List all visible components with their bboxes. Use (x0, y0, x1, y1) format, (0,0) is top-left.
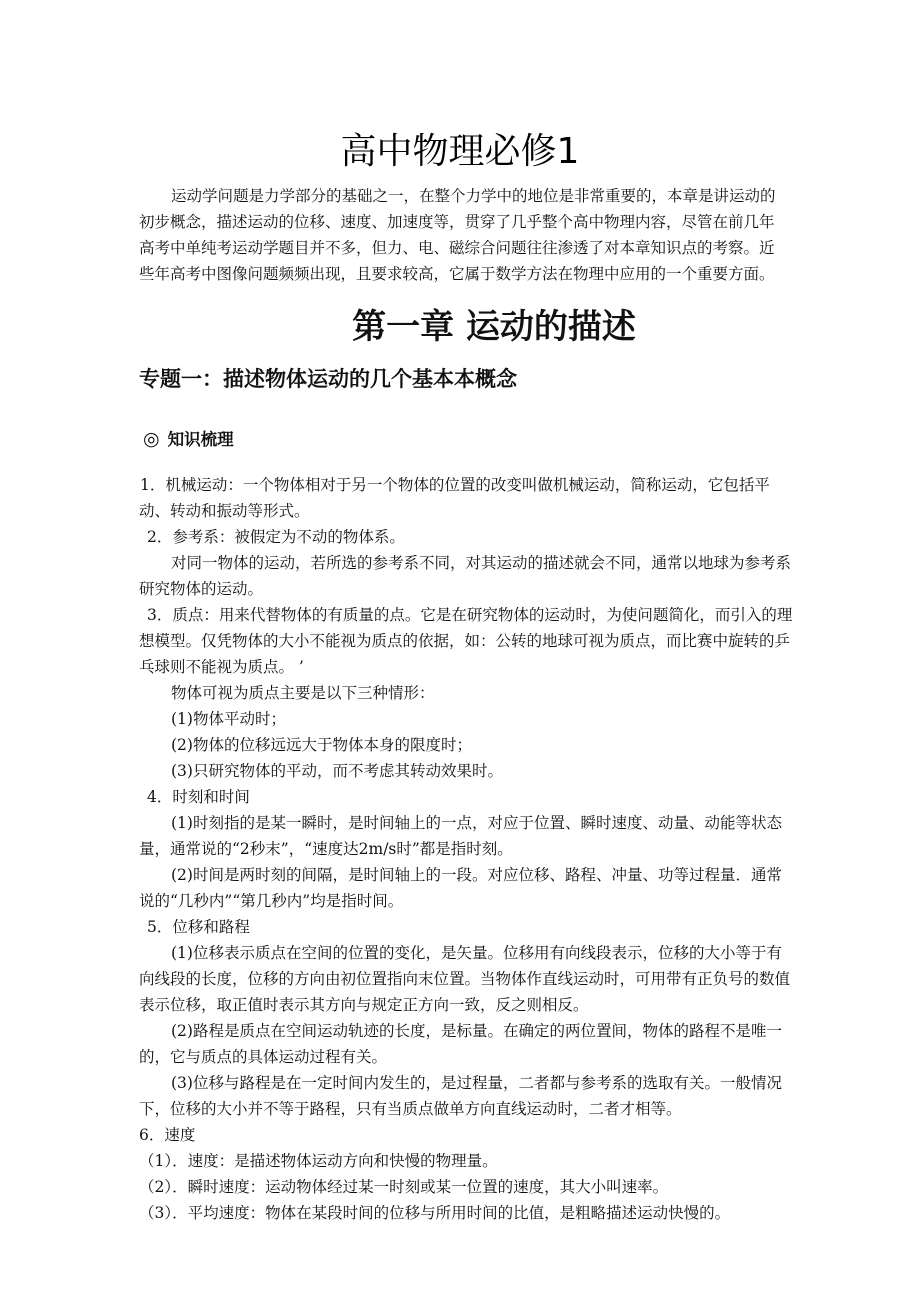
particle-case-1: (1)物体平动时； (171, 710, 286, 728)
item-mechanical-motion: 1．机械运动：一个物体相对于另一个物体的位置的改变叫做机械运动，简称运动，它包括平动、转动和振动等形式。 (139, 476, 770, 520)
time-instant: (1)时刻指的是某一瞬时，是时间轴上的一点，对应于位置、瞬时速度、动量、动能等状态量，通常说的“2秒末”，“速度达2m/s时”都是指时刻。 (139, 814, 782, 858)
content-body (139, 472, 795, 1226)
item-particle: 3．质点：用来代替物体的有质量的点。它是在研究物体的运动时，为使问题简化，而引入的理想模型。仅凭物体的大小不能视为质点的依据，如：公转的地球可视为质点，而比赛中旋转的乒乓球则不能视为质点。 ’ (139, 606, 793, 676)
double-circle-icon: ◎ (143, 428, 160, 450)
item-displacement-heading: 5．位移和路程 (147, 918, 250, 936)
particle-case-2: (2)物体的位移远远大于物体本身的限度时； (171, 736, 472, 754)
displacement-def: (1)位移表示质点在空间的位置的变化，是矢量。位移用有向线段表示，位移的大小等于有向线段的长度，位移的方向由初位置指向末位置。当物体作直线运动时，可用带有正负号的数值表示位移，取正值时表示其方向与规定正方向一致，反之则相反。 (139, 944, 791, 1014)
topic-heading: 专题一：描述物体运动的几个基本本概念 (139, 367, 517, 391)
instant-velocity-def: （2）．瞬时速度：运动物体经过某一时刻或某一位置的速度，其大小叫速率。 (139, 1178, 669, 1196)
section-label: 知识梳理 (167, 430, 234, 449)
document-title: 高中物理必修1 (340, 131, 580, 172)
average-velocity-def: （3）．平均速度：物体在某段时间的位移与所用时间的比值，是粗略描述运动快慢的。 (139, 1204, 731, 1222)
item-reference-frame: 2．参考系：被假定为不动的物体系。 (147, 528, 405, 546)
displacement-vs-distance: (3)位移与路程是在一定时间内发生的，是过程量，二者都与参考系的选取有关。一般情况下，位移的大小并不等于路程，只有当质点做单方向直线运动时，二者才相等。 (139, 1074, 782, 1118)
velocity-def: （1）．速度：是描述物体运动方向和快慢的物理量。 (139, 1152, 498, 1170)
chapter-heading: 第一章 运动的描述 (352, 307, 636, 347)
item-velocity-heading: 6．速度 (139, 1126, 196, 1144)
item-time-heading: 4．时刻和时间 (147, 788, 250, 806)
time-interval: (2)时间是两时刻的间隔，是时间轴上的一段。对应位移、路程、冲量、功等过程量．通常说的“几秒内”“第几秒内”均是指时间。 (139, 866, 782, 910)
particle-case-3: (3)只研究物体的平动，而不考虑其转动效果时。 (171, 762, 503, 780)
distance-def: (2)路程是质点在空间运动轨迹的长度，是标量。在确定的两位置间，物体的路程不是唯一的，它与质点的具体运动过程有关。 (139, 1022, 782, 1066)
intro-paragraph: 运动学问题是力学部分的基础之一，在整个力学中的地位是非常重要的，本章是讲运动的初步概念，描述运动的位移、速度、加速度等，贯穿了几乎整个高中物理内容，尽管在前几年高考中单纯考运动学题目并不多，但力、电、磁综合问题往往渗透了对本章知识点的考察。近些年高考中图像问题频频出现，且要求较高，它属于数学方法在物理中应用的一个重要方面。 (139, 187, 776, 283)
section-heading (143, 424, 234, 455)
reference-frame-note: 对同一物体的运动，若所选的参考系不同，对其运动的描述就会不同，通常以地球为参考系研究物体的运动。 (139, 554, 792, 598)
particle-cases-intro: 物体可视为质点主要是以下三种情形： (171, 684, 435, 702)
